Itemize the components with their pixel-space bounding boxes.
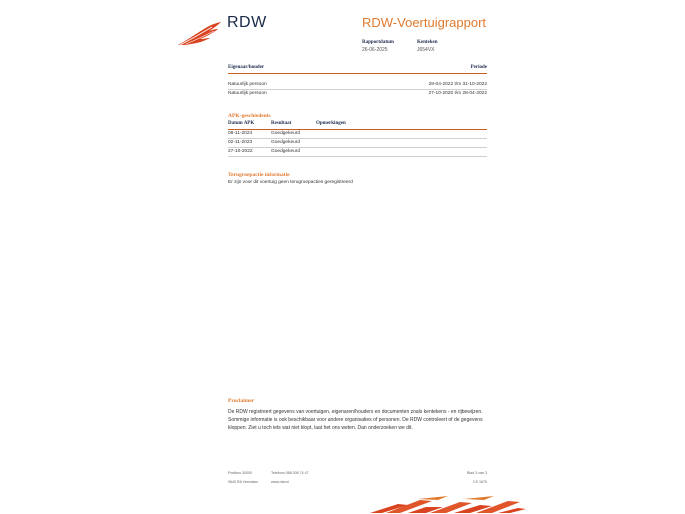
period-column-header: Periode — [470, 65, 487, 70]
apk-date: 02-11-2023 — [228, 140, 253, 145]
license-plate-value: J654VX — [417, 47, 435, 53]
disclaimer-heading: Proclaimer — [228, 398, 255, 404]
footer-city: 9640 RA Veendam — [228, 480, 258, 484]
license-plate-label: Kenteken — [417, 40, 438, 45]
apk-date: 27-10-2022 — [228, 149, 253, 154]
footer-postbus: Postbus 30000 — [228, 471, 252, 475]
apk-result: Goedgekeurd — [271, 140, 301, 145]
apk-header-rule — [228, 129, 487, 130]
apk-result: Goedgekeurd — [271, 149, 301, 154]
owner-period: 27-10-2020 t/m 28-04-2022 — [428, 91, 487, 96]
owner-column-header: Eigenaar/houder — [228, 65, 265, 70]
apk-row-divider — [228, 147, 487, 148]
owners-row-divider — [228, 89, 487, 90]
apk-result-column-header: Resultaat — [271, 121, 292, 126]
apk-row-divider — [228, 138, 487, 139]
disclaimer-text: De RDW registreert gegevens van voertuigen, eigenaren/houders en documenten zoals kentekens - en rijbewijzen. Sommige informatie is ook beschikbaar voor andere organisaties of personen. De RDW controleert of de gegevens kloppen. Ziet u toch iets wat niet klopt, laat het ons weten. Dan onderzoeken we dit. — [228, 409, 483, 431]
apk-result: Goedgekeurd — [271, 131, 301, 136]
owner-type: Natuurlijk persoon — [228, 82, 267, 87]
owner-period: 28-04-2022 t/m 31-10-2022 — [428, 82, 487, 87]
apk-row-divider — [228, 156, 487, 157]
document-title: RDW-Voertuigrapport — [362, 15, 487, 30]
apk-date-column-header: Datum APK — [228, 121, 255, 126]
apk-history-heading: APK-geschiedenis — [228, 113, 271, 119]
rdw-logo-feather-icon — [176, 21, 222, 47]
report-date-label: Rapportdatum — [362, 40, 394, 45]
recall-heading: Terugroepactie informatie — [228, 172, 290, 178]
footer-code: 3 E 1679 — [472, 480, 487, 484]
footer-phone: Telefoon 088 008 74 47 — [271, 471, 309, 475]
logo-text: RDW — [227, 14, 267, 31]
footer-website: www.rdw.nl — [271, 480, 289, 484]
footer-page-number: Blad 3 van 3 — [467, 471, 487, 475]
apk-notes-column-header: Opmerkingen — [316, 121, 346, 126]
recall-text: Er zijn voor dit voertuig geen terugroepacties geregistreerd — [228, 180, 353, 185]
report-date-value: 26-06-2025 — [362, 47, 388, 53]
owners-header-rule — [228, 73, 487, 74]
apk-date: 08-11-2024 — [228, 131, 253, 136]
brand-stripes-icon — [368, 496, 528, 514]
owner-type: Natuurlijk persoon — [228, 91, 267, 96]
